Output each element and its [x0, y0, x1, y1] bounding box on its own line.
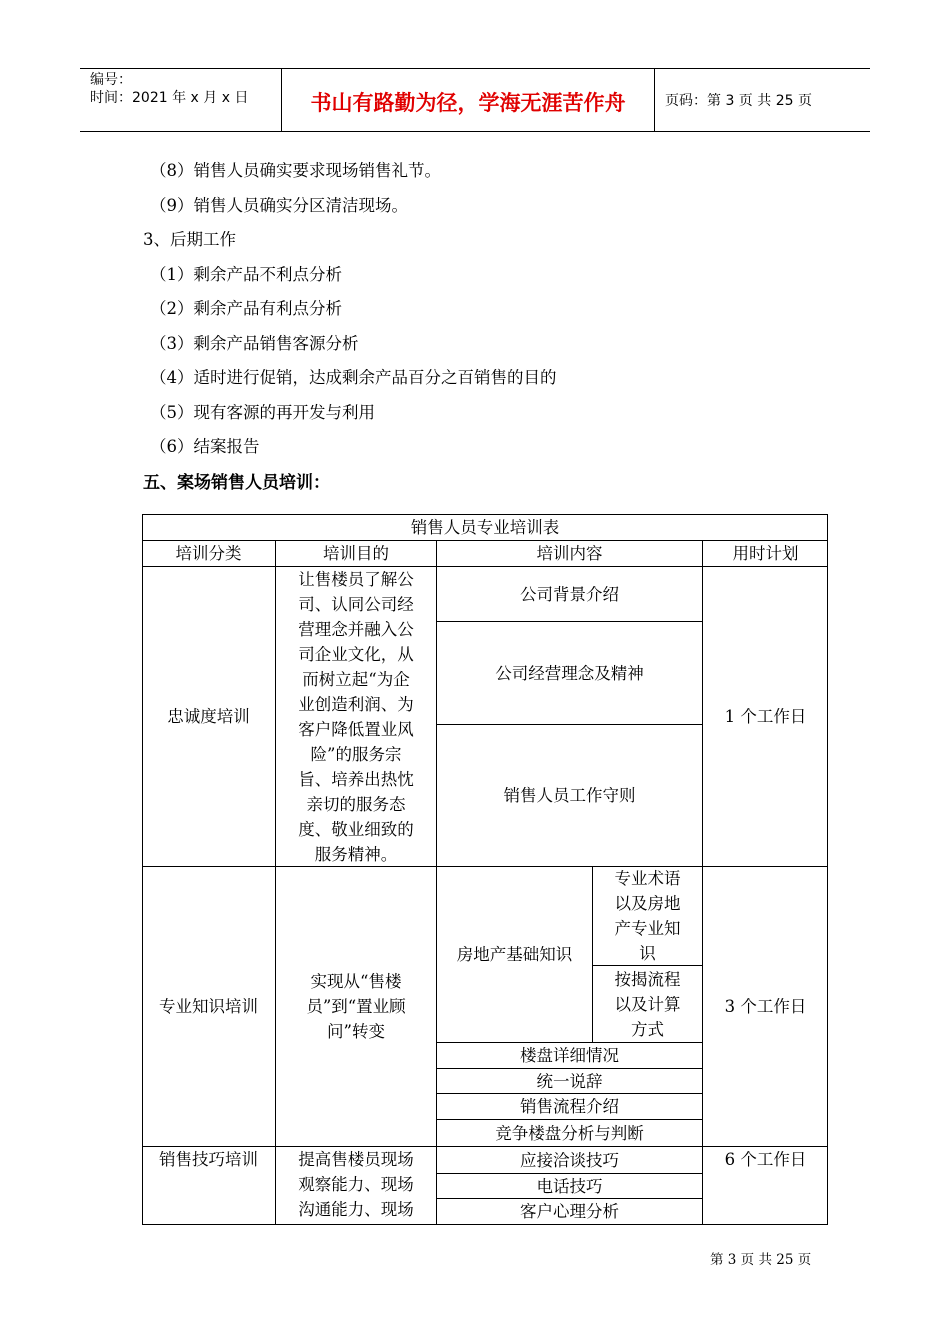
header-meta: [90, 71, 248, 107]
purpose-line: 让售楼员了解公: [298, 569, 414, 589]
training-table: [142, 514, 828, 1225]
page-footer: 第 3 页 共 25 页: [710, 1252, 812, 1268]
content-line: 按揭流程: [614, 969, 681, 989]
content-cell: 公司背景介绍: [520, 584, 619, 604]
number-label: 编号：: [90, 72, 132, 88]
purpose-line: 险”的服务宗: [310, 744, 402, 764]
header-motto: 书山有路勤为径，学海无涯苦作舟: [310, 91, 626, 115]
purpose-line: 而树立起“为企: [302, 669, 410, 689]
loyalty-purpose: [276, 567, 436, 866]
content-line: 专业术语: [614, 869, 681, 888]
content-cell: 楼盘详细情况: [520, 1046, 619, 1065]
content-cell: 竞争楼盘分析与判断: [495, 1123, 644, 1143]
content-cell: 应接洽谈技巧: [520, 1150, 619, 1170]
purpose-line: 司企业文化，从: [298, 644, 414, 664]
mortgage-cell: [593, 966, 702, 1042]
purpose-line: 实现从“售楼: [310, 972, 402, 991]
content-line: 方式: [631, 1019, 664, 1039]
text-line: （4）适时进行促销，达成剩余产品百分之百销售的目的: [150, 368, 557, 387]
purpose-line: 亲切的服务态: [306, 794, 406, 814]
text-line: （5）现有客源的再开发与利用: [150, 403, 375, 422]
purpose-line: 提高售楼员现场: [298, 1150, 414, 1169]
skills-purpose: [276, 1147, 436, 1224]
knowledge-purpose: [276, 867, 436, 1146]
header-page-label: 页码：第 3 页 共 25 页: [665, 93, 812, 109]
header-divider: [654, 69, 655, 131]
purpose-line: 司、认同公司经: [298, 594, 414, 614]
text-line: （3）剩余产品销售客源分析: [150, 334, 359, 353]
content-cell: 销售人员工作守则: [503, 786, 636, 805]
terminology-cell: [593, 867, 702, 965]
knowledge-category: 专业知识培训: [159, 997, 258, 1016]
purpose-line: 问”转变: [327, 1022, 385, 1041]
content-line: 以及计算: [614, 994, 681, 1014]
skills-category: 销售技巧培训: [159, 1150, 258, 1169]
content-cell: 电话技巧: [536, 1176, 603, 1196]
purpose-line: 旨、培养出热忱: [298, 769, 414, 789]
content-line: 以及房地: [614, 894, 681, 913]
time-cell: 6 个工作日: [724, 1150, 807, 1169]
purpose-line: 业创造利润、为: [298, 694, 414, 714]
content-cell: 客户心理分析: [520, 1202, 619, 1221]
content-cell: 统一说辞: [536, 1071, 603, 1091]
realestate-basics: 房地产基础知识: [456, 945, 573, 964]
purpose-line: 客户降低置业风: [298, 719, 414, 739]
loyalty-category: 忠诚度培训: [167, 707, 250, 726]
header-time: 用时计划: [732, 544, 799, 563]
text-line: （8）销售人员确实要求现场销售礼节。: [150, 161, 441, 180]
header-content: 培训内容: [536, 544, 603, 563]
content-line: 识: [639, 944, 656, 963]
purpose-line: 度、敬业细致的: [298, 819, 414, 839]
time-cell: 1 个工作日: [724, 707, 807, 726]
purpose-line: 服务精神。: [314, 844, 398, 864]
purpose-line: 观察能力、现场: [298, 1175, 414, 1194]
time-cell: 3 个工作日: [724, 997, 807, 1016]
content-cell: 公司经营理念及精神: [495, 663, 644, 683]
content-cell: 销售流程介绍: [520, 1097, 619, 1116]
section-title: 五、案场销售人员培训：: [143, 473, 330, 493]
purpose-line: 员”到“置业顾: [306, 997, 406, 1016]
text-line: （1）剩余产品不利点分析: [150, 265, 342, 284]
purpose-line: 营理念并融入公: [298, 619, 414, 639]
text-line: （2）剩余产品有利点分析: [150, 299, 342, 318]
table-title: 销售人员专业培训表: [410, 518, 560, 537]
text-line: （9）销售人员确实分区清洁现场。: [150, 196, 408, 215]
purpose-line: 沟通能力、现场: [298, 1200, 414, 1219]
header-category: 培训分类: [175, 544, 242, 563]
text-line: 3、后期工作: [143, 230, 236, 249]
text-line: （6）结案报告: [150, 437, 260, 456]
page-header: [80, 68, 870, 132]
content-line: 产专业知: [614, 919, 681, 938]
date-label: 时间：2021 年 x 月 x 日: [90, 90, 249, 106]
header-purpose: 培训目的: [323, 544, 389, 563]
